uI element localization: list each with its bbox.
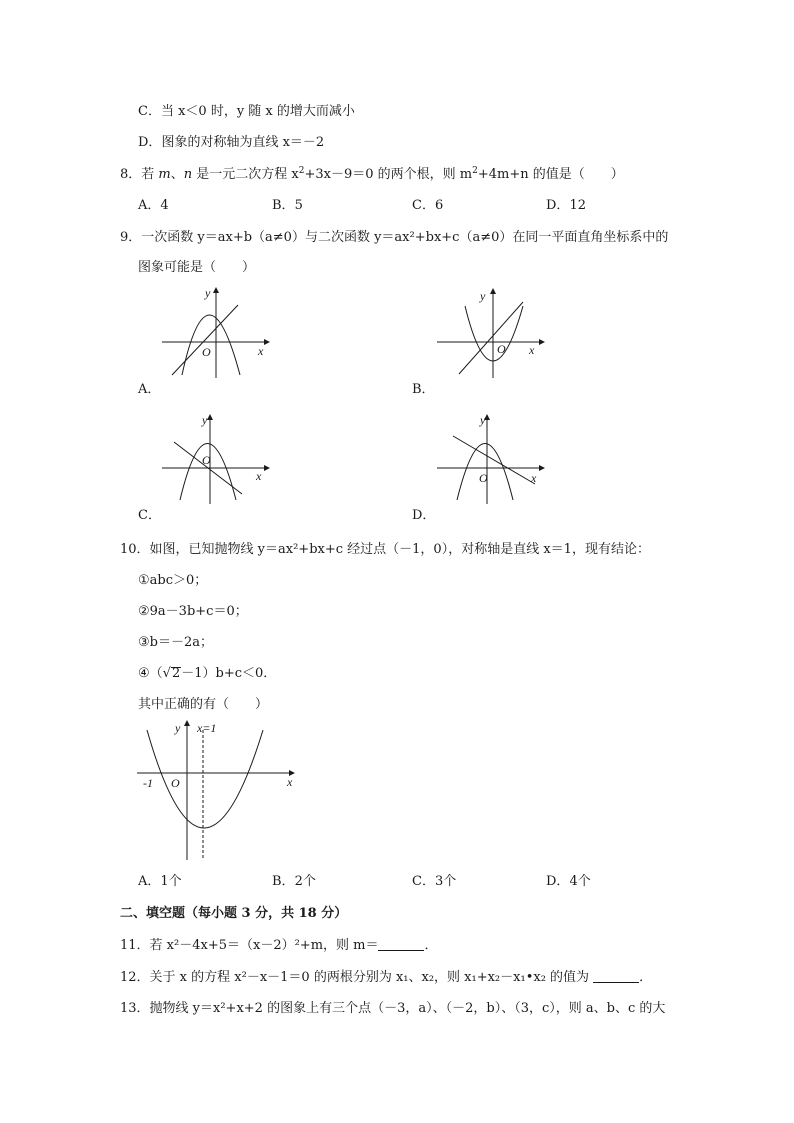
q9-stem-line2: 图象可能是（ ） bbox=[138, 260, 256, 275]
q8-option-b-label: B． bbox=[272, 198, 295, 213]
q9-option-a: A． bbox=[138, 382, 161, 397]
q9-graph-a-y-label: y bbox=[205, 286, 211, 300]
q9-graph-d bbox=[435, 412, 545, 507]
q8-number: 8． bbox=[120, 167, 142, 182]
q9-graph-d-y-label: y bbox=[480, 413, 486, 427]
q10-option-b-label: B． bbox=[272, 874, 295, 889]
q9-graph-a bbox=[160, 285, 270, 380]
q8-option-b-value: 5 bbox=[294, 198, 303, 213]
q8-var-m: m bbox=[158, 167, 171, 182]
q9-graph-d-origin: O bbox=[479, 471, 488, 485]
q10-c4-radicand: 2 bbox=[171, 666, 181, 681]
q7-option-c-label: C． bbox=[138, 104, 161, 119]
q9-graph-b-origin: O bbox=[497, 342, 506, 356]
q9-graph-b-x-label: x bbox=[529, 343, 535, 357]
q8-option-a bbox=[138, 196, 169, 216]
q11-text-end: ． bbox=[424, 938, 438, 953]
q10-question: 其中正确的有（ ） bbox=[138, 697, 269, 712]
sqrt-icon: √ bbox=[162, 666, 171, 681]
q7-option-d-text: 图象的对称轴为直线 x＝－2 bbox=[161, 135, 325, 150]
q12 bbox=[120, 968, 652, 988]
q10-option-d-label: D． bbox=[546, 874, 570, 889]
q10-stem: 10．如图，已知抛物线 y＝ax²+bx+c 经过点（－1，0），对称轴是直线 x＝1，现有结论： bbox=[120, 542, 650, 557]
q13: 13．抛物线 y＝x²+x+2 的图象上有三个点（－3，a）、（－2，b）、（3，c），则 a、b、c 的大 bbox=[120, 1001, 666, 1016]
q9-option-c: C． bbox=[138, 508, 161, 523]
q10-graph bbox=[135, 716, 300, 864]
q10-graph-y-label: y bbox=[175, 721, 181, 735]
q10-option-c-value: 3个 bbox=[434, 874, 457, 889]
q10-option-a-value: 1个 bbox=[160, 874, 182, 889]
q8-option-c bbox=[412, 196, 443, 216]
section-2-title: 二、填空题（每小题 3 分，共 18 分） bbox=[120, 906, 348, 921]
q9-graph-c-x-label: x bbox=[256, 469, 262, 483]
q8-option-c-value: 6 bbox=[434, 198, 444, 213]
q10-graph-axis-label: x=1 bbox=[197, 721, 217, 735]
q8-option-d bbox=[546, 196, 586, 216]
q11-text: 11．若 x²－4x+5＝（x－2）²+m，则 m＝ bbox=[120, 938, 379, 953]
q9-graph-c bbox=[160, 412, 270, 507]
q10-conclusion-4 bbox=[138, 664, 276, 684]
q10-graph-origin: O bbox=[171, 776, 180, 790]
q8-text: 若 bbox=[141, 167, 159, 182]
q10-graph-x-label: x bbox=[287, 775, 293, 789]
q9-graph-d-x-label: x bbox=[531, 471, 537, 485]
q8-option-c-label: C． bbox=[412, 198, 435, 213]
q10-graph-root-label: -1 bbox=[143, 776, 153, 790]
q7-option-d bbox=[138, 133, 324, 153]
q8-text-b: 是一元二次方程 x bbox=[192, 167, 299, 182]
q10-option-a-label: A． bbox=[138, 874, 161, 889]
q9-graph-c-y-label: y bbox=[202, 413, 208, 427]
q9-graph-a-x-label: x bbox=[258, 344, 264, 358]
q10-option-c bbox=[412, 872, 456, 892]
q7-option-d-label: D． bbox=[138, 135, 162, 150]
q7-option-c-text: 当 x＜0 时，y 随 x 的增大而减小 bbox=[160, 104, 355, 119]
q11-answer-blank[interactable] bbox=[378, 938, 424, 951]
q12-answer-blank[interactable] bbox=[593, 970, 639, 983]
q8-stem bbox=[120, 165, 624, 185]
q8-option-d-label: D． bbox=[546, 198, 570, 213]
q10-c4-suffix: －1）b+c＜0． bbox=[181, 666, 277, 681]
q9-stem-line1: 9．一次函数 y＝ax+b（a≠0）与二次函数 y＝ax²+bx+c（a≠0）在同一平面直角坐标系中的 bbox=[120, 230, 669, 245]
q10-option-a bbox=[138, 872, 182, 892]
q8-sep: 、 bbox=[170, 167, 184, 182]
q8-text-c: +3x－9＝0 的两个根，则 m bbox=[304, 167, 473, 182]
q12-text: 12．关于 x 的方程 x²－x－1＝0 的两根分别为 x₁、x₂，则 x₁+x₂－x₁•x₂ 的值为 bbox=[120, 970, 594, 985]
q11 bbox=[120, 936, 438, 956]
q8-var-n: n bbox=[183, 167, 193, 182]
q8-option-b bbox=[272, 196, 303, 216]
q8-option-a-value: 4 bbox=[160, 198, 169, 213]
q7-option-c bbox=[138, 102, 355, 122]
q10-c4-prefix: ④（ bbox=[138, 666, 163, 681]
q10-option-b-value: 2个 bbox=[294, 874, 316, 889]
q12-text-end: ． bbox=[639, 970, 653, 985]
q10-conclusion-2: ②9a－3b+c＝0； bbox=[138, 604, 248, 619]
q10-option-d bbox=[546, 872, 591, 892]
q10-conclusion-1: ①abc＞0； bbox=[138, 573, 208, 588]
q9-graph-a-origin: O bbox=[202, 345, 211, 359]
q8-option-d-value: 12 bbox=[569, 198, 586, 213]
q8-text-d: +4m+n 的值是（ ） bbox=[477, 167, 624, 182]
q9-graph-c-origin: O bbox=[202, 453, 211, 467]
q9-option-d: D． bbox=[412, 508, 436, 523]
q8-option-a-label: A． bbox=[138, 198, 161, 213]
q10-conclusion-3: ③b＝－2a； bbox=[138, 635, 213, 650]
q8-square-2: 2 bbox=[472, 166, 478, 176]
q10-option-c-label: C． bbox=[412, 874, 435, 889]
q8-square: 2 bbox=[298, 166, 305, 176]
q10-option-b bbox=[272, 872, 316, 892]
q9-option-b: B． bbox=[412, 382, 435, 397]
q9-graph-b-y-label: y bbox=[480, 289, 486, 303]
q10-option-d-value: 4个 bbox=[569, 874, 591, 889]
q9-graph-b bbox=[435, 286, 545, 381]
